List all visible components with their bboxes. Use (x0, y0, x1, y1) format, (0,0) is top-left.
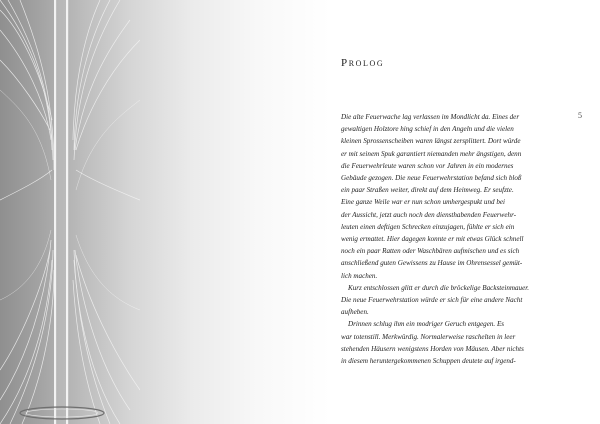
text-line: noch ein paar Ratten oder Waschbären aufmischen und es sich (341, 247, 520, 256)
page-number: 5 (578, 111, 582, 120)
text-line: ein paar Straßen weiter, direkt auf dem Heimweg. Er seufzte. (341, 186, 514, 195)
text-line: lich machen. (341, 271, 378, 280)
text-line: leuten einen deftigen Schrecken einzujagen, fühlte er sich ein (341, 222, 515, 231)
text-line: wenig ermattet. Hier dagegen konnte er mit etwas Glück schnell (341, 235, 524, 244)
text-line: kleinen Sprossenscheiben waren längst zersplittert. Dort würde (341, 137, 521, 146)
text-line: anschließend guten Gewissens zu Hause im Ohrensessel gemüt- (341, 259, 523, 268)
text-line: war totenstill. Merkwürdig. Normalerweise raschelten in leer (341, 332, 516, 341)
fire-pole-illustration (0, 0, 140, 424)
text-line: Gebäude gezogen. Die neue Feuerwehrstation befand sich bloß (341, 174, 522, 183)
text-line: in diesem heruntergekommenen Schuppen deutete auf irgend- (341, 357, 516, 366)
text-line: die Feuerwehrleute waren schon vor Jahren in ein modernes (341, 161, 514, 170)
text-line: der Aussicht, jetzt auch noch den diensthabenden Feuerwehr- (341, 210, 517, 219)
body-text (341, 111, 581, 367)
text-line: aufheben. (341, 308, 369, 317)
text-line: Eine ganze Weile war er nun schon umhergespukt und bei (341, 198, 505, 207)
text-line: Kurz entschlossen glitt er durch die bröckelige Backsteinmauer. (348, 283, 529, 292)
text-line: stehenden Häusern wenigstens Horden von Mäusen. Aber nichts (341, 344, 524, 353)
chapter-title: Prolog (341, 57, 385, 69)
text-line: Drinnen schlug ihm ein modriger Geruch entgegen. Es (348, 320, 505, 329)
text-line: Die neue Feuerwehrstation würde er sich für eine andere Nacht (341, 296, 523, 305)
text-line: er mit seinem Spuk garantiert niemanden mehr ängstigen, denn (341, 149, 522, 158)
text-line: Die alte Feuerwache lag verlassen im Mondlicht da. Eines der (341, 113, 520, 121)
text-line: gewaltigen Holztore hing schief in den Angeln und die vielen (341, 125, 514, 134)
